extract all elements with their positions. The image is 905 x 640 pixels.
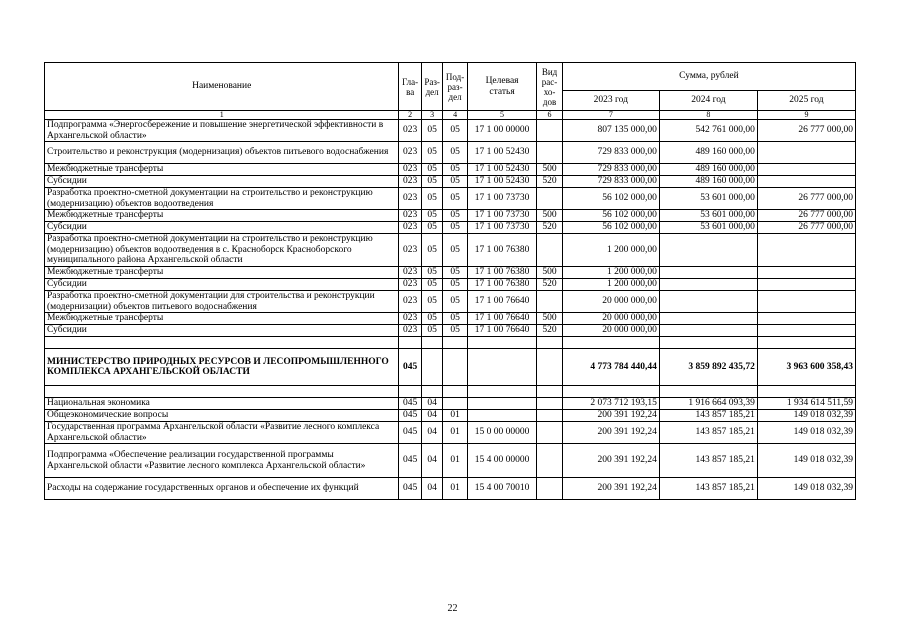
table-row [45, 234, 856, 267]
row-razdel: 04 [421, 410, 442, 422]
row-razdel: 05 [421, 164, 442, 176]
row-tselevaya: 17 1 00 52430 [467, 164, 536, 176]
row-podrazdel [443, 398, 468, 410]
row-razdel: 05 [421, 234, 442, 267]
row-sum-2025: 3 963 600 358,43 [757, 349, 855, 386]
row-sum-2025 [757, 313, 855, 325]
row-glava: 023 [399, 120, 421, 142]
row-tselevaya: 17 1 00 76380 [467, 267, 536, 279]
table-row [45, 176, 856, 188]
row-podrazdel: 05 [443, 142, 468, 164]
row-sum-2025 [757, 176, 855, 188]
row-name [45, 337, 399, 349]
row-tselevaya: 17 1 00 73730 [467, 222, 536, 234]
row-sum-2025: 26 777 000,00 [757, 222, 855, 234]
row-vid [537, 478, 563, 500]
row-vid [537, 422, 563, 444]
header-summa: Сумма, рублей [562, 63, 855, 91]
row-sum-2023: 56 102 000,00 [562, 210, 659, 222]
table-row [45, 386, 856, 398]
table-row [45, 210, 856, 222]
row-glava: 023 [399, 176, 421, 188]
row-vid: 520 [537, 222, 563, 234]
row-sum-2023: 200 391 192,24 [562, 410, 659, 422]
page-number: 22 [447, 603, 458, 614]
table-row [45, 410, 856, 422]
row-sum-2023: 200 391 192,24 [562, 422, 659, 444]
row-sum-2024 [659, 337, 757, 349]
row-sum-2025 [757, 267, 855, 279]
row-vid [537, 234, 563, 267]
row-sum-2023: 20 000 000,00 [562, 325, 659, 337]
table-row [45, 349, 856, 386]
col-number: 3 [421, 111, 442, 120]
row-name [45, 386, 399, 398]
row-razdel: 05 [421, 222, 442, 234]
row-sum-2025 [757, 337, 855, 349]
row-vid [537, 349, 563, 386]
row-razdel: 04 [421, 398, 442, 410]
row-sum-2024: 489 160 000,00 [659, 142, 757, 164]
row-sum-2025 [757, 386, 855, 398]
row-glava: 045 [399, 478, 421, 500]
table-row [45, 222, 856, 234]
row-name: Разработка проектно-сметной документации на строительство и реконструкцию (модернизацию) объектов водоотведения в с. Красноборск Красноборского муниципального района Архангельской области [45, 234, 399, 267]
row-vid [537, 291, 563, 313]
row-sum-2023: 1 200 000,00 [562, 234, 659, 267]
budget-table [44, 62, 856, 500]
col-number: 6 [537, 111, 563, 120]
row-razdel: 05 [421, 176, 442, 188]
row-podrazdel: 01 [443, 478, 468, 500]
table-row [45, 164, 856, 176]
table-row [45, 120, 856, 142]
row-sum-2025 [757, 164, 855, 176]
row-name: Общеэкономические вопросы [45, 410, 399, 422]
table-row [45, 279, 856, 291]
row-sum-2023: 20 000 000,00 [562, 313, 659, 325]
row-sum-2024 [659, 291, 757, 313]
row-name: Подпрограмма «Обеспечение реализации государственной программы Архангельской области «Развитие лесного комплекса Архангельской области» [45, 444, 399, 478]
row-podrazdel: 05 [443, 325, 468, 337]
row-sum-2023: 807 135 000,00 [562, 120, 659, 142]
row-tselevaya: 15 0 00 00000 [467, 422, 536, 444]
row-podrazdel [443, 386, 468, 398]
row-glava [399, 337, 421, 349]
row-name: Расходы на содержание государственных органов и обеспечение их функций [45, 478, 399, 500]
row-podrazdel: 05 [443, 267, 468, 279]
row-glava: 045 [399, 410, 421, 422]
row-sum-2024 [659, 267, 757, 279]
row-sum-2025: 149 018 032,39 [757, 422, 855, 444]
row-razdel [421, 349, 442, 386]
table-row [45, 444, 856, 478]
row-sum-2024: 3 859 892 435,72 [659, 349, 757, 386]
row-vid: 500 [537, 313, 563, 325]
row-podrazdel: 05 [443, 164, 468, 176]
table-row [45, 337, 856, 349]
table-row [45, 188, 856, 210]
row-glava: 045 [399, 422, 421, 444]
row-sum-2025 [757, 142, 855, 164]
row-vid [537, 142, 563, 164]
row-sum-2024: 143 857 185,21 [659, 410, 757, 422]
row-sum-2025: 149 018 032,39 [757, 478, 855, 500]
row-sum-2024: 53 601 000,00 [659, 210, 757, 222]
header-year-2025: 2025 год [757, 91, 855, 111]
row-podrazdel: 05 [443, 291, 468, 313]
col-number: 8 [659, 111, 757, 120]
row-name: Субсидии [45, 279, 399, 291]
row-podrazdel: 01 [443, 410, 468, 422]
row-podrazdel [443, 337, 468, 349]
row-razdel: 05 [421, 210, 442, 222]
row-tselevaya [467, 349, 536, 386]
row-sum-2025 [757, 234, 855, 267]
table-row [45, 478, 856, 500]
table-row [45, 267, 856, 279]
row-vid: 520 [537, 279, 563, 291]
header-podrazdel: Под- раз- дел [443, 63, 468, 111]
row-sum-2025 [757, 325, 855, 337]
row-tselevaya: 17 1 00 52430 [467, 176, 536, 188]
col-number: 5 [467, 111, 536, 120]
row-sum-2023: 2 073 712 193,15 [562, 398, 659, 410]
row-sum-2023: 4 773 784 440,44 [562, 349, 659, 386]
row-vid: 500 [537, 210, 563, 222]
row-name: Государственная программа Архангельской области «Развитие лесного комплекса Архангельской области» [45, 422, 399, 444]
row-sum-2023: 1 200 000,00 [562, 267, 659, 279]
table-row [45, 313, 856, 325]
row-sum-2025: 26 777 000,00 [757, 210, 855, 222]
row-name: Национальная экономика [45, 398, 399, 410]
header-glava: Гла- ва [399, 63, 421, 111]
row-tselevaya: 17 1 00 76640 [467, 291, 536, 313]
row-razdel: 05 [421, 279, 442, 291]
row-name: Подпрограмма «Энергосбережение и повышение энергетической эффективности в Архангельской области» [45, 120, 399, 142]
row-sum-2024: 143 857 185,21 [659, 444, 757, 478]
row-podrazdel: 05 [443, 120, 468, 142]
row-glava: 023 [399, 325, 421, 337]
row-tselevaya: 17 1 00 52430 [467, 142, 536, 164]
row-podrazdel: 01 [443, 422, 468, 444]
row-sum-2024: 143 857 185,21 [659, 422, 757, 444]
row-tselevaya: 17 1 00 76380 [467, 279, 536, 291]
row-sum-2023: 200 391 192,24 [562, 444, 659, 478]
header-razdel: Раз- дел [421, 63, 442, 111]
header-vid: Вид рас- хо- дов [537, 63, 563, 111]
row-vid: 520 [537, 325, 563, 337]
row-sum-2024: 489 160 000,00 [659, 164, 757, 176]
row-tselevaya: 17 1 00 73730 [467, 188, 536, 210]
row-podrazdel: 05 [443, 188, 468, 210]
row-glava: 045 [399, 349, 421, 386]
row-sum-2024: 143 857 185,21 [659, 478, 757, 500]
row-vid: 520 [537, 176, 563, 188]
row-sum-2024: 1 916 664 093,39 [659, 398, 757, 410]
row-podrazdel: 05 [443, 234, 468, 267]
row-glava [399, 386, 421, 398]
header-name: Наименование [45, 63, 399, 111]
row-podrazdel: 01 [443, 444, 468, 478]
row-razdel: 04 [421, 478, 442, 500]
row-sum-2023: 1 200 000,00 [562, 279, 659, 291]
table-row [45, 291, 856, 313]
row-sum-2024 [659, 279, 757, 291]
row-tselevaya [467, 337, 536, 349]
row-podrazdel [443, 349, 468, 386]
row-name: МИНИСТЕРСТВО ПРИРОДНЫХ РЕСУРСОВ И ЛЕСОПРОМЫШЛЕННОГО КОМПЛЕКСА АРХАНГЕЛЬСКОЙ ОБЛАСТИ [45, 349, 399, 386]
row-sum-2023: 56 102 000,00 [562, 188, 659, 210]
row-razdel: 05 [421, 313, 442, 325]
row-sum-2023: 729 833 000,00 [562, 164, 659, 176]
row-tselevaya [467, 386, 536, 398]
row-sum-2024: 53 601 000,00 [659, 188, 757, 210]
row-sum-2023: 729 833 000,00 [562, 176, 659, 188]
row-name: Межбюджетные трансферты [45, 267, 399, 279]
row-sum-2025: 1 934 614 511,59 [757, 398, 855, 410]
row-glava: 023 [399, 313, 421, 325]
row-tselevaya: 17 1 00 76380 [467, 234, 536, 267]
row-glava: 023 [399, 234, 421, 267]
row-glava: 023 [399, 291, 421, 313]
row-sum-2024: 542 761 000,00 [659, 120, 757, 142]
row-sum-2023: 200 391 192,24 [562, 478, 659, 500]
row-razdel: 05 [421, 291, 442, 313]
row-glava: 023 [399, 222, 421, 234]
row-razdel [421, 337, 442, 349]
row-name: Межбюджетные трансферты [45, 313, 399, 325]
row-tselevaya: 17 1 00 76640 [467, 313, 536, 325]
row-sum-2023: 56 102 000,00 [562, 222, 659, 234]
row-glava: 023 [399, 142, 421, 164]
row-vid [537, 386, 563, 398]
row-name: Межбюджетные трансферты [45, 210, 399, 222]
row-vid [537, 444, 563, 478]
row-glava: 023 [399, 210, 421, 222]
row-name: Разработка проектно-сметной документации для строительства и реконструкции (модернизации) объектов питьевого водоснабжения [45, 291, 399, 313]
row-vid [537, 337, 563, 349]
row-sum-2025 [757, 279, 855, 291]
table-row [45, 325, 856, 337]
row-glava: 045 [399, 398, 421, 410]
row-razdel [421, 386, 442, 398]
header-tselevaya: Целевая статья [467, 63, 536, 111]
row-glava: 023 [399, 188, 421, 210]
row-tselevaya: 15 4 00 00000 [467, 444, 536, 478]
row-glava: 023 [399, 267, 421, 279]
row-podrazdel: 05 [443, 222, 468, 234]
table-row [45, 422, 856, 444]
col-number: 7 [562, 111, 659, 120]
row-podrazdel: 05 [443, 313, 468, 325]
row-sum-2024 [659, 386, 757, 398]
row-razdel: 05 [421, 325, 442, 337]
row-sum-2025: 26 777 000,00 [757, 188, 855, 210]
row-sum-2024 [659, 325, 757, 337]
row-name: Разработка проектно-сметной документации на строительство и реконструкцию (модернизацию) объектов водоотведения [45, 188, 399, 210]
row-razdel: 04 [421, 444, 442, 478]
row-name: Межбюджетные трансферты [45, 164, 399, 176]
row-name: Строительство и реконструкция (модернизация) объектов питьевого водоснабжения [45, 142, 399, 164]
row-name: Субсидии [45, 222, 399, 234]
row-sum-2024 [659, 313, 757, 325]
row-podrazdel: 05 [443, 176, 468, 188]
row-tselevaya: 17 1 00 73730 [467, 210, 536, 222]
row-podrazdel: 05 [443, 210, 468, 222]
table-row [45, 142, 856, 164]
row-razdel: 05 [421, 120, 442, 142]
row-tselevaya: 17 1 00 76640 [467, 325, 536, 337]
row-glava: 023 [399, 164, 421, 176]
table-row [45, 398, 856, 410]
row-tselevaya: 15 4 00 70010 [467, 478, 536, 500]
row-vid: 500 [537, 267, 563, 279]
header-year-2023: 2023 год [562, 91, 659, 111]
row-glava: 045 [399, 444, 421, 478]
col-number: 4 [443, 111, 468, 120]
row-sum-2025: 26 777 000,00 [757, 120, 855, 142]
row-vid: 500 [537, 164, 563, 176]
row-podrazdel: 05 [443, 279, 468, 291]
row-name: Субсидии [45, 176, 399, 188]
row-vid [537, 410, 563, 422]
row-tselevaya: 17 1 00 00000 [467, 120, 536, 142]
row-vid [537, 120, 563, 142]
row-sum-2023: 20 000 000,00 [562, 291, 659, 313]
row-vid [537, 398, 563, 410]
col-number: 1 [45, 111, 399, 120]
row-sum-2024: 489 160 000,00 [659, 176, 757, 188]
col-number: 2 [399, 111, 421, 120]
row-vid [537, 188, 563, 210]
row-razdel: 04 [421, 422, 442, 444]
row-tselevaya [467, 398, 536, 410]
col-number: 9 [757, 111, 855, 120]
row-razdel: 05 [421, 188, 442, 210]
row-sum-2023 [562, 337, 659, 349]
row-razdel: 05 [421, 142, 442, 164]
row-razdel: 05 [421, 267, 442, 279]
row-sum-2025 [757, 291, 855, 313]
row-sum-2025: 149 018 032,39 [757, 444, 855, 478]
row-sum-2024 [659, 234, 757, 267]
row-sum-2023: 729 833 000,00 [562, 142, 659, 164]
header-year-2024: 2024 год [659, 91, 757, 111]
row-tselevaya [467, 410, 536, 422]
row-sum-2024: 53 601 000,00 [659, 222, 757, 234]
row-sum-2023 [562, 386, 659, 398]
row-name: Субсидии [45, 325, 399, 337]
row-glava: 023 [399, 279, 421, 291]
row-sum-2025: 149 018 032,39 [757, 410, 855, 422]
